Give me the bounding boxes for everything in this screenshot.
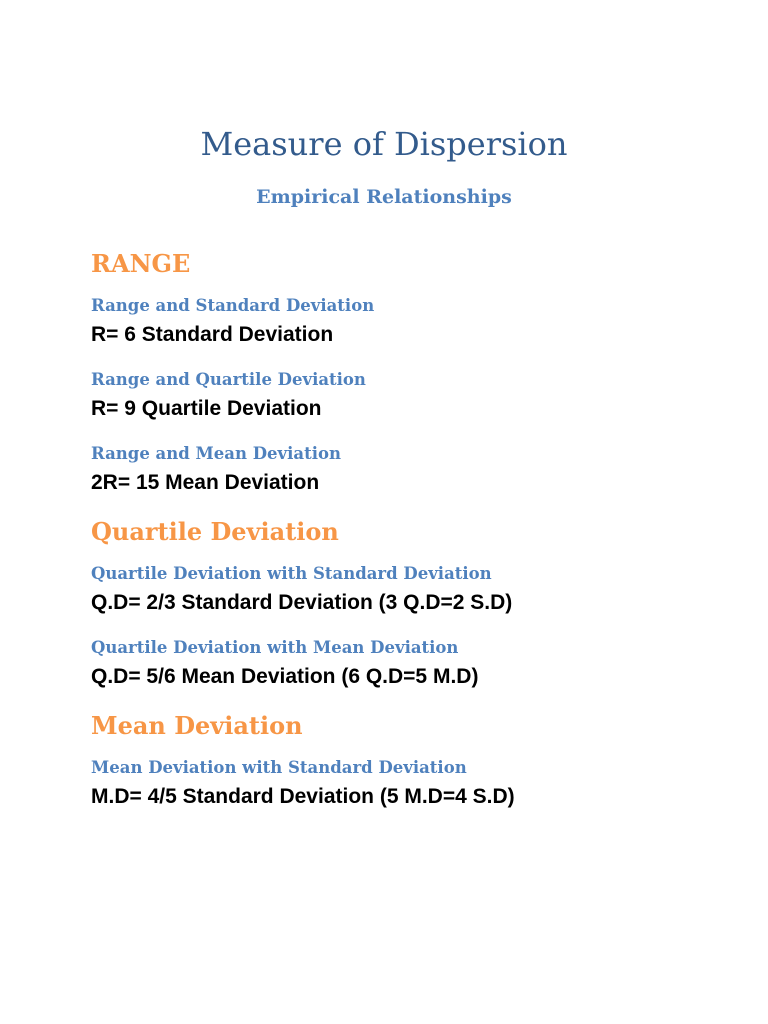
section-heading: RANGE bbox=[91, 249, 191, 278]
relationship-label: Range and Mean Deviation bbox=[91, 444, 341, 463]
relationship-range-standard-deviation bbox=[91, 295, 731, 349]
section-heading: Mean Deviation bbox=[91, 711, 303, 740]
document-body bbox=[91, 248, 731, 811]
section-heading: Quartile Deviation bbox=[91, 517, 339, 546]
section-mean-deviation bbox=[91, 710, 731, 811]
document-title: Measure of Dispersion bbox=[200, 125, 568, 163]
relationship-mean-standard-deviation bbox=[91, 757, 731, 811]
relationship-formula: 2R= 15 Mean Deviation bbox=[91, 471, 320, 494]
relationship-quartile-standard-deviation bbox=[91, 563, 731, 617]
section-quartile-deviation bbox=[91, 516, 731, 691]
relationship-formula: Q.D= 2/3 Standard Deviation (3 Q.D=2 S.D) bbox=[91, 591, 513, 614]
relationship-label: Quartile Deviation with Standard Deviation bbox=[91, 564, 492, 583]
relationship-label: Mean Deviation with Standard Deviation bbox=[91, 758, 467, 777]
document-subtitle: Empirical Relationships bbox=[256, 186, 512, 208]
relationship-range-quartile-deviation bbox=[91, 369, 731, 423]
relationship-formula: R= 9 Quartile Deviation bbox=[91, 397, 322, 420]
relationship-label: Range and Standard Deviation bbox=[91, 296, 375, 315]
relationship-label: Range and Quartile Deviation bbox=[91, 370, 366, 389]
relationship-quartile-mean-deviation bbox=[91, 637, 731, 691]
relationship-formula: Q.D= 5/6 Mean Deviation (6 Q.D=5 M.D) bbox=[91, 665, 479, 688]
relationship-label: Quartile Deviation with Mean Deviation bbox=[91, 638, 459, 657]
section-range bbox=[91, 248, 731, 497]
relationship-formula: R= 6 Standard Deviation bbox=[91, 323, 334, 346]
relationship-range-mean-deviation bbox=[91, 443, 731, 497]
relationship-formula: M.D= 4/5 Standard Deviation (5 M.D=4 S.D) bbox=[91, 785, 515, 808]
